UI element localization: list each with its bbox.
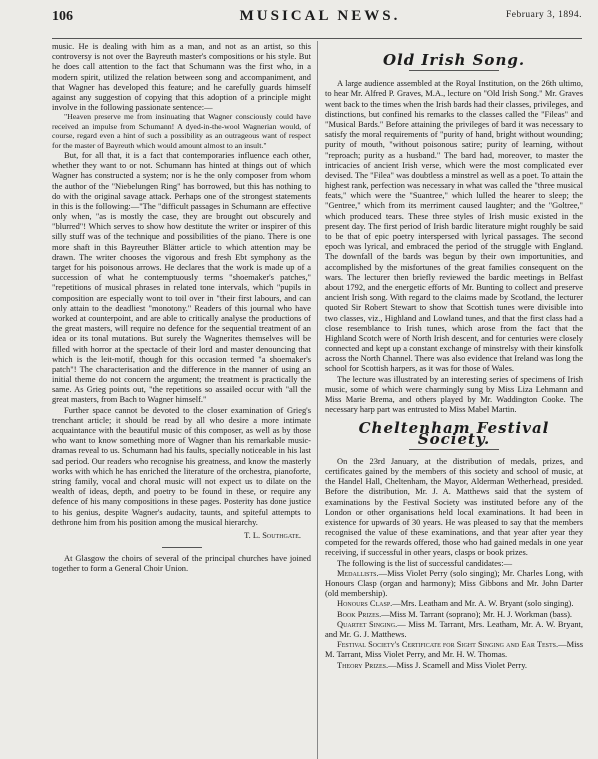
award-text: —Miss J. Scamell and Miss Violet Perry. (388, 659, 528, 670)
article-paragraph: On the 23rd January, at the distribution of medals, prizes, and certificates gained by the members of this society and school of music, at the Handel Hall, Cheltenham, the Mayor, Alderman Wetherhead, presided. Before the distribution, Mr. J. A. Matthews said that the system of examinations by the Festival Society was instituted before any of the London or other organisations held local examinations. It had been in existence for upwards of 30 years. He was pleased to say that the members recognised the value of these examinations, and that year after year they competed for the rewards offered, those who had gained medals in one year receiving, if successful in other years, clasps or book prizes. (325, 455, 583, 558)
award-label: Book Prizes. (337, 608, 382, 619)
award-entry (325, 568, 583, 599)
award-text: —Miss M. Tarrant (soprano); Mr. H. J. Workman (bass). (381, 608, 573, 619)
article-paragraph: music. He is dealing with him as a man, and not as an artist, so this controversy is not over the Bayreuth master's compositions or his style. But he does call attention to the fact that Schumann was the first who, in a modern spirit, utilized the relation between song and accompaniment, and that Wagner has developed this feature; and he carefully guards himself against any suggestion of copying that this adoption of a principle might involve in the following passionate sentence:— (52, 41, 311, 113)
heading-rule (409, 449, 499, 450)
award-text: — Miss M. Tarrant, Mrs. Leatham, Mr. A. W. Bryant, and Mr. G. J. Matthews. (325, 618, 583, 639)
section-heading: Old Irish Song. (382, 51, 526, 69)
section-heading-wrap (325, 51, 583, 71)
award-entry (325, 639, 583, 659)
news-item: At Glasgow the choirs of several of the principal churches have joined together to form a General Choir Union. (52, 553, 311, 574)
author-signature: T. L. Southgate. (244, 529, 301, 540)
award-label: Quartet Singing. (337, 618, 398, 629)
award-entry (325, 609, 583, 619)
award-entry (325, 660, 583, 670)
award-label: Theory Prizes. (337, 659, 389, 670)
article-paragraph: The following is the list of successful candidates:— (337, 557, 513, 568)
award-entry (325, 619, 583, 639)
article-paragraph: But, for all that, it is a fact that contemporaries influence each other, whether they want to or not. Schumann has hinted at things out of which Wagner has constructed a system; nor is he the only composer from whom the author of the "Niebelungen Ring" has borrowed, but this has nothing to do with the original savage attack. Perhaps one of the strongest statements in this is the following:—"The "difficult passages in Schumann are effective only when, "as is mostly the case, they are brought out obscurely and "blurred"! Which serves to show how destitute the writer or inspirer of this silly stuff was of the technique and possibilities of the piano. There is one more shaft in this Bayreuther Blätter article to which attention may be drawn. The writer chooses the vigorous and fresh Ebt symphony as the target for his poisonous arrows. He declares that the work is made up of a succession of what he contemptuously terms "shoemaker's patches," "repetitions of musical phrases in related tone intervals, which "pupils in composition are especially wont to toil over in "their first labours, and can only attain to the deadliest "monotony." Readers of this journal who have worked at counterpoint, and are able to critically analyse the productions of the great masters, will require no defence for the sequential treatment of an idea or its tonal mutations. But surely the Wagnerites themselves will be filled with horror at the spectacle of their lord and master denouncing that which is the leit-motif, though for this occasion termed "a shoemaker's patch"! The characterisation and the difference in the manner of using an initial theme do not concern the argument; the treatment is practically the same. As Grieg points out, "the repetitions so assailed occur with "all the great masters, from Bach to Wagner himself." (52, 149, 311, 405)
column-divider (317, 41, 318, 759)
article-paragraph: Further space cannot be devoted to the closer examination of Grieg's trenchant article; it should be read by all who desire a more intimate acquaintance with the beautiful music of this composer, as well as by those who want to know something more of Wagner than his remarkable music-dramas reveal to us. Schumann had his faults, specially noticeable in his last sad period. Our readers who recognise his greatness, and know the masterly works with which he has enriched the literature of the orchestra, pianoforte, string family, vocal and choral music will not expect us to dilate on the wealth of ideas, depth, and poetry to be found in these, or require any defence of his many compositions in these pages. Posterity has done justice to his genius, despite Wagner's audacity, taunts, and spiteful attempts to dethrone him from his position among the musical hierarchy. (52, 404, 311, 527)
header-rule (52, 38, 582, 39)
article-paragraph: A large audience assembled at the Royal Institution, on the 26th ultimo, to hear Mr. Alfred P. Graves, M.A., lecture on "Old Irish Song." Mr. Graves went back to the times when the Irish bards had their classes, privileges, and distinctions, but confined his remarks to the classes called the "Fileas" and "Musical Bards." Before attaining the privileges of bard it was necessary to satisfy the moral requirements of "purity of hand, bright without wounding; purity of mouth, "without poisonous satire; purity of learning, without "reproach; purity as a husband." The bard had, moreover, to master the intricacies of ancient Irish verse, which were the most complicated ever devised. The "Filea" was doubtless a minstrel as well as a poet. To attain the highest rank, perfection was necessary in what was called the "three musical feats," which were the "Suantree," which lulled the hearer to sleep; the "Gentree," which from its merriment caused laughter; and the "Goltree," which produced tears. These three styles of Irish music existed in the present day. The first period of Irish bardic literature might roughly be said to be that of epic poetry interspersed with lyrical passages. The second epoch was lyrical, and embraced the period of the struggle with England. The downfall of the bards was begun by their own importunities, and accomplished by the misfortunes of the great families consequent on the wars. The lecturer then briefly reviewed the bardic meetings in Belfast about 1792, and the energetic efforts of Mr. Bunting to collect and preserve ancient Irish song. With regard to the claims made by Scotland, the lecturer quoted Sir Robert Stewart to show that Scottish tunes were divisible into two classes, viz., Highland and Lowland tunes, and that the first class had a close resemblance to Irish tunes, which arose from the fact that the Highland Scotch were of North Irish descent, and for centuries were closely connected and kept up a constant exchange of minstrelsy with their kinsfolk across the North Channel. There was also evidence that Ireland was long the school for Scottish harpers, as it was for those of Wales. (325, 78, 583, 374)
page-header (52, 4, 582, 34)
right-column (325, 41, 583, 670)
separator-rule (162, 547, 202, 548)
article-paragraph: The lecture was illustrated by an interesting series of specimens of Irish music, some of which were charmingly sung by Miss Liza Lehmann and Miss Marie Brema, and others played by Mr. Waddington Cooke. The necessary harp part was entrusted to Miss Mabel Martin. (325, 373, 583, 415)
page-number: 106 (52, 9, 73, 24)
heading-rule (409, 70, 499, 71)
award-entry (325, 598, 583, 608)
section-heading: Cheltenham Festival Society. (358, 419, 550, 448)
section-heading-wrap (325, 419, 583, 449)
award-label: Festival Society's Certificate for Sight Singing and Ear Tests. (337, 639, 559, 650)
award-text: —Miss Violet Perry (solo singing); Mr. Charles Long, with Honours Clasp (organ and harmony); Miss Gibbons and Mr. John Darter (old membership). (325, 567, 583, 599)
award-label: Honours Clasp. (337, 598, 393, 609)
left-column (52, 41, 311, 573)
award-text: —Mrs. Leatham and Mr. A. W. Bryant (solo singing). (392, 598, 574, 609)
award-text: —Miss M. Tarrant, Miss Violet Perry, and Mr. H. W. Thomas. (325, 639, 583, 660)
block-quote: "Heaven preserve me from insinuating that Wagner consciously could have received an impulse from Schumann! A dyed-in-the-wool Wagnerian would, of course, regard even a hint of such a possibility as an outrageous want of respect for the master of Bayreuth which would amount almost to an insult." (52, 112, 311, 150)
award-label: Medallists. (337, 567, 379, 578)
journal-title: MUSICAL NEWS. (239, 8, 401, 24)
issue-date: February 3, 1894. (505, 10, 582, 20)
